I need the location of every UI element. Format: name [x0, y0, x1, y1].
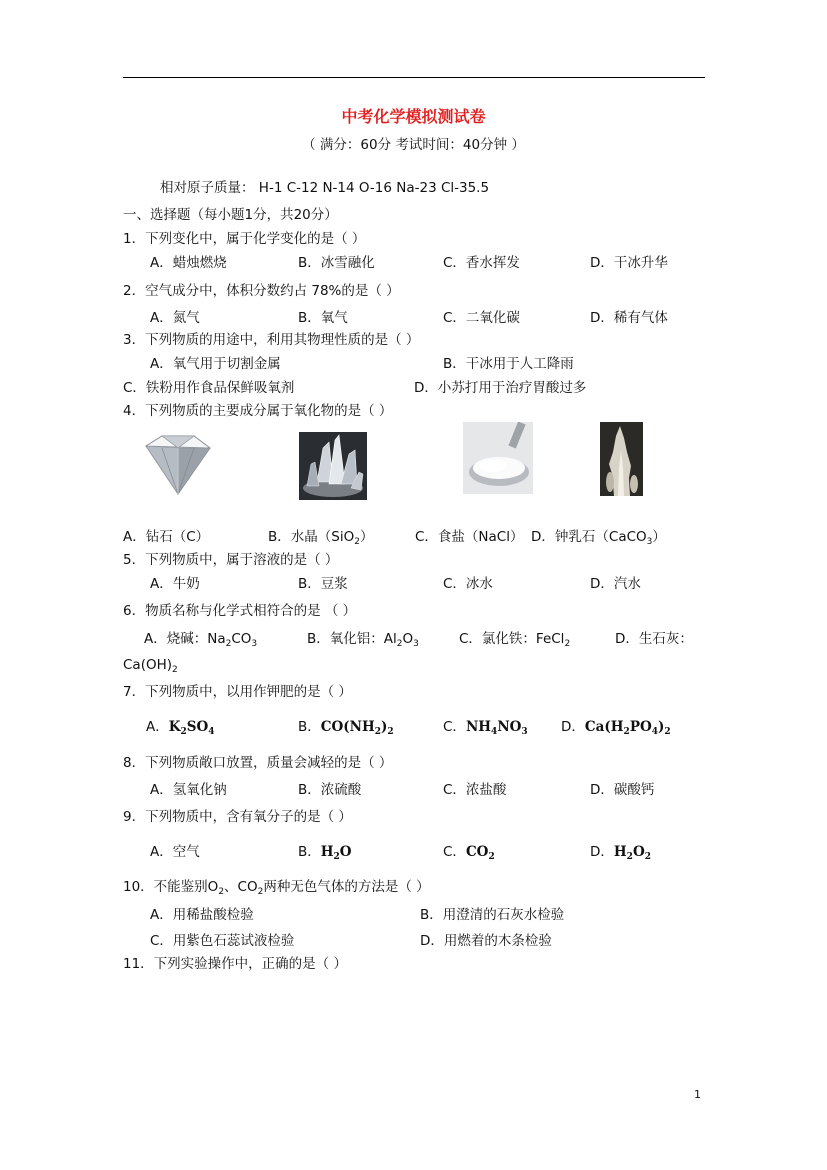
question-4: 4．下列物质的主要成分属于氧化物的是（ ）: [123, 403, 393, 419]
question-9: 9．下列物质中，含有氧分子的是（ ）: [123, 809, 352, 825]
question-10: 10．不能鉴别$O_2$、$CO_2$两种无色气体的方法是（ ）: [123, 879, 430, 897]
question-3: 3．下列物质的用途中，利用其物理性质的是（ ）: [123, 332, 420, 348]
option-2a: A．氮气: [150, 310, 200, 326]
question-7: 7．下列物质中，以用作钾肥的是（ ）: [123, 684, 352, 700]
option-4d: D．钟乳石（CaCO$_3$）: [531, 529, 666, 547]
option-4c: C．食盐（NaCl）: [415, 529, 524, 545]
option-6d-formula: $Ca(OH)_2$: [123, 657, 178, 675]
option-2b: B．氧气: [298, 310, 348, 326]
option-1a: A．蜡烛燃烧: [150, 255, 227, 271]
question-6: 6．物质名称与化学式相符合的是 （ ）: [123, 603, 357, 619]
option-1b: B．冰雪融化: [298, 255, 375, 271]
option-9c: C．$CO_2$: [443, 844, 495, 862]
option-9a: A．空气: [150, 844, 200, 860]
option-8d: D．碳酸钙: [590, 782, 655, 798]
option-1c: C．香水挥发: [443, 255, 520, 271]
option-5b: B．豆浆: [298, 576, 348, 592]
question-8: 8．下列物质敞口放置，质量会减轻的是（ ）: [123, 755, 393, 771]
option-3a: A．氧气用于切割金属: [150, 356, 281, 372]
stalactite-image: [600, 422, 643, 496]
option-2d: D．稀有气体: [590, 310, 668, 326]
option-9d: D．$H_2O_2$: [590, 844, 651, 862]
option-1d: D．干冰升华: [590, 255, 668, 271]
atomic-mass-line: 相对原子质量： H-1 C-12 N-14 O-16 Na-23 Cl-35.5: [160, 180, 490, 196]
diamond-image: [138, 432, 216, 498]
page-title: 中考化学模拟测试卷: [341, 107, 486, 126]
option-3b: B．干冰用于人工降雨: [443, 356, 574, 372]
option-8b: B．浓硫酸: [298, 782, 362, 798]
page-number: 1: [694, 1088, 701, 1101]
option-5c: C．冰水: [443, 576, 493, 592]
option-6d: D．生石灰：: [615, 631, 693, 647]
option-4b: B．水晶（SiO$_2$）: [268, 529, 374, 547]
option-3d: D．小苏打用于治疗胃酸过多: [414, 380, 587, 396]
option-9b: B．$H_2O$: [298, 844, 352, 862]
option-5d: D．汽水: [590, 576, 641, 592]
option-7b: B．$CO(NH_2)_2$: [298, 719, 394, 737]
option-10a: A．用稀盐酸检验: [150, 907, 254, 923]
question-2: 2．空气成分中，体积分数约占 78%的是（ ）: [123, 283, 400, 299]
question-11: 11．下列实验操作中，正确的是（ ）: [123, 956, 347, 972]
option-7d: D．$Ca(H_2PO_4)_2$: [561, 719, 671, 737]
option-5a: A．牛奶: [150, 576, 200, 592]
option-7c: C．$NH_4NO_3$: [443, 719, 528, 737]
table-salt-spoon-image: [463, 422, 533, 494]
question-1: 1．下列变化中，属于化学变化的是（ ）: [123, 231, 366, 247]
option-10c: C．用紫色石蕊试液检验: [150, 933, 295, 949]
option-7a: A．$K_2SO_4$: [146, 719, 215, 737]
option-2c: C．二氧化碳: [443, 310, 520, 326]
option-6b: B．氧化铝：$Al_2O_3$: [307, 631, 419, 649]
section-heading: 一、选择题（每小题1分，共20分）: [123, 207, 338, 223]
header-rule: [123, 77, 705, 78]
quartz-crystal-image: [299, 432, 367, 500]
option-8a: A．氢氧化钠: [150, 782, 227, 798]
option-6c: C．氯化铁：FeCl$_2$: [459, 631, 571, 649]
exam-info: （ 满分：60分 考试时间：40分钟 ）: [302, 137, 525, 153]
question-5: 5．下列物质中，属于溶液的是（ ）: [123, 552, 339, 568]
option-8c: C．浓盐酸: [443, 782, 507, 798]
option-10b: B．用澄清的石灰水检验: [420, 907, 565, 923]
option-10d: D．用燃着的木条检验: [420, 933, 552, 949]
option-3c: C．铁粉用作食品保鲜吸氧剂: [123, 380, 295, 396]
option-6a: A．烧碱：$Na_2CO_3$: [144, 631, 258, 649]
option-4a: A．钻石（C）: [123, 529, 210, 545]
